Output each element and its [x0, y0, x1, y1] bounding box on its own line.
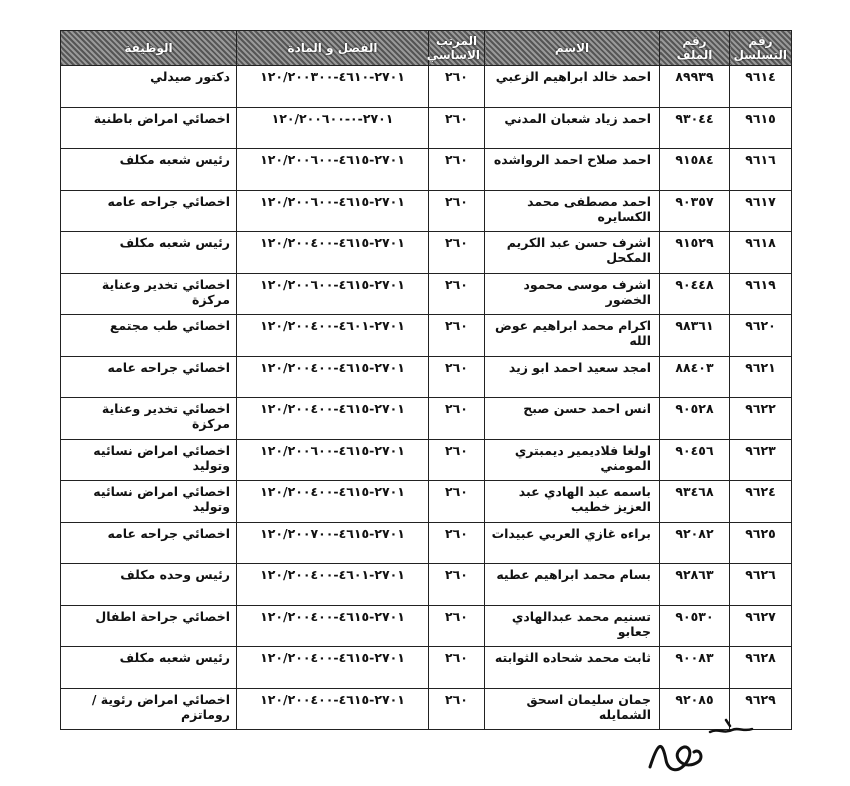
cell-seq: ٩٦٢٧	[730, 605, 792, 647]
cell-file-number: ٩١٥٨٤	[660, 149, 730, 191]
cell-account: ٢٧٠١-٤٦١٥-١٢٠/٢٠٠٧٠٠	[237, 522, 429, 564]
cell-seq: ٩٦٢٣	[730, 439, 792, 481]
cell-seq: ٩٦١٧	[730, 190, 792, 232]
cell-file-number: ٩٢٠٨٥	[660, 688, 730, 730]
cell-account: ٢٧٠١-٤٦١٥-١٢٠/٢٠٠٤٠٠	[237, 232, 429, 274]
cell-title: دكتور صيدلي	[61, 66, 237, 108]
cell-grade: ٢٦٠	[429, 356, 485, 398]
cell-file-number: ٩٢٨٦٣	[660, 564, 730, 606]
cell-name: ثابت محمد شحاده الثوابته	[485, 647, 660, 689]
cell-grade: ٢٦٠	[429, 149, 485, 191]
cell-account: ٢٧٠١-٤٦١٥-١٢٠/٢٠٠٦٠٠	[237, 190, 429, 232]
cell-name: بسام محمد ابراهيم عطيه	[485, 564, 660, 606]
table-row	[61, 232, 792, 274]
cell-grade: ٢٦٠	[429, 647, 485, 689]
cell-account: ٢٧٠١-٤٦١٠-١٢٠/٢٠٠٣٠٠	[237, 66, 429, 108]
cell-account: ٢٧٠١-٤٦٠١-١٢٠/٢٠٠٤٠٠	[237, 315, 429, 357]
table-row	[61, 356, 792, 398]
table-row	[61, 107, 792, 149]
cell-seq: ٩٦١٩	[730, 273, 792, 315]
cell-grade: ٢٦٠	[429, 273, 485, 315]
cell-seq: ٩٦٢٠	[730, 315, 792, 357]
cell-name: اكرام محمد ابراهيم عوض الله	[485, 315, 660, 357]
cell-title: اخصائي تخدير وعناية مركزة	[61, 398, 237, 440]
cell-file-number: ٨٨٤٠٣	[660, 356, 730, 398]
table-row	[61, 273, 792, 315]
cell-title: اخصائي طب مجتمع	[61, 315, 237, 357]
cell-title: اخصائي امراض نسائيه وتوليد	[61, 481, 237, 523]
cell-title: اخصائي امراض باطنية	[61, 107, 237, 149]
cell-name: باسمه عبد الهادي عبد العزيز خطيب	[485, 481, 660, 523]
cell-name: احمد زياد شعبان المدني	[485, 107, 660, 149]
cell-file-number: ٩٠٣٥٧	[660, 190, 730, 232]
cell-grade: ٢٦٠	[429, 564, 485, 606]
table-row	[61, 149, 792, 191]
cell-account: ٢٧٠١-٠-١٢٠/٢٠٠٦٠٠	[237, 107, 429, 149]
cell-account: ٢٧٠١-٤٦١٥-١٢٠/٢٠٠٤٠٠	[237, 688, 429, 730]
cell-name: اشرف حسن عبد الكريم المكحل	[485, 232, 660, 274]
cell-title: رئيس وحده مكلف	[61, 564, 237, 606]
cell-name: احمد صلاح احمد الرواشده	[485, 149, 660, 191]
table-row	[61, 605, 792, 647]
cell-file-number: ٩٣٤٦٨	[660, 481, 730, 523]
cell-file-number: ٩٠٤٥٦	[660, 439, 730, 481]
cell-seq: ٩٦١٤	[730, 66, 792, 108]
table-body	[61, 66, 792, 730]
table-row	[61, 66, 792, 108]
table-row	[61, 522, 792, 564]
cell-account: ٢٧٠١-٤٦١٥-١٢٠/٢٠٠٤٠٠	[237, 356, 429, 398]
cell-account: ٢٧٠١-٤٦٠١-١٢٠/٢٠٠٤٠٠	[237, 564, 429, 606]
header-account: الفصل و المادة	[237, 31, 429, 66]
cell-file-number: ٩٨٣٦١	[660, 315, 730, 357]
table-row	[61, 647, 792, 689]
cell-account: ٢٧٠١-٤٦١٥-١٢٠/٢٠٠٤٠٠	[237, 398, 429, 440]
cell-seq: ٩٦٢٦	[730, 564, 792, 606]
cell-seq: ٩٦١٨	[730, 232, 792, 274]
cell-account: ٢٧٠١-٤٦١٥-١٢٠/٢٠٠٤٠٠	[237, 647, 429, 689]
cell-file-number: ٩٠٥٢٨	[660, 398, 730, 440]
table-row	[61, 564, 792, 606]
cell-grade: ٢٦٠	[429, 315, 485, 357]
cell-grade: ٢٦٠	[429, 605, 485, 647]
cell-name: انس احمد حسن صبح	[485, 398, 660, 440]
cell-seq: ٩٦٢٤	[730, 481, 792, 523]
table-row	[61, 398, 792, 440]
cell-name: احمد مصطفى محمد الكسايره	[485, 190, 660, 232]
cell-account: ٢٧٠١-٤٦١٥-١٢٠/٢٠٠٦٠٠	[237, 439, 429, 481]
handwritten-signature	[640, 712, 760, 782]
document-sheet	[60, 30, 791, 730]
cell-account: ٢٧٠١-٤٦١٥-١٢٠/٢٠٠٦٠٠	[237, 273, 429, 315]
table-header-row	[61, 31, 792, 66]
cell-seq: ٩٦٢٨	[730, 647, 792, 689]
cell-title: اخصائي جراحه عامه	[61, 522, 237, 564]
cell-file-number: ٩٠٥٣٠	[660, 605, 730, 647]
cell-file-number: ٩٣٠٤٤	[660, 107, 730, 149]
cell-grade: ٢٦٠	[429, 439, 485, 481]
cell-grade: ٢٦٠	[429, 232, 485, 274]
employee-table	[60, 30, 792, 730]
cell-title: اخصائي امراض رئوية /روماتزم	[61, 688, 237, 730]
cell-title: رئيس شعبه مكلف	[61, 149, 237, 191]
header-name: الاسم	[485, 31, 660, 66]
cell-name: براءه غازي العربي عبيدات	[485, 522, 660, 564]
cell-title: اخصائي تخدير وعناية مركزة	[61, 273, 237, 315]
cell-seq: ٩٦٢٩	[730, 688, 792, 730]
cell-title: اخصائي جراحه عامه	[61, 356, 237, 398]
table-row	[61, 481, 792, 523]
header-seq: رقم التسلسل	[730, 31, 792, 66]
cell-account: ٢٧٠١-٤٦١٥-١٢٠/٢٠٠٤٠٠	[237, 605, 429, 647]
cell-seq: ٩٦٢١	[730, 356, 792, 398]
cell-seq: ٩٦٢٥	[730, 522, 792, 564]
cell-grade: ٢٦٠	[429, 190, 485, 232]
cell-file-number: ٨٩٩٣٩	[660, 66, 730, 108]
cell-file-number: ٩٠٤٤٨	[660, 273, 730, 315]
cell-name: احمد خالد ابراهيم الزعبي	[485, 66, 660, 108]
cell-account: ٢٧٠١-٤٦١٥-١٢٠/٢٠٠٤٠٠	[237, 481, 429, 523]
cell-account: ٢٧٠١-٤٦١٥-١٢٠/٢٠٠٦٠٠	[237, 149, 429, 191]
cell-grade: ٢٦٠	[429, 107, 485, 149]
cell-seq: ٩٦١٥	[730, 107, 792, 149]
table-row	[61, 315, 792, 357]
cell-grade: ٢٦٠	[429, 66, 485, 108]
header-title: الوظيفة	[61, 31, 237, 66]
cell-file-number: ٩١٥٢٩	[660, 232, 730, 274]
cell-grade: ٢٦٠	[429, 481, 485, 523]
cell-grade: ٢٦٠	[429, 398, 485, 440]
header-grade: المرتب الاساسي	[429, 31, 485, 66]
header-file-number: رقم الملف	[660, 31, 730, 66]
cell-title: رئيس شعبه مكلف	[61, 647, 237, 689]
cell-name: تسنيم محمد عبدالهادي جعابو	[485, 605, 660, 647]
cell-seq: ٩٦١٦	[730, 149, 792, 191]
cell-name: جمان سليمان اسحق الشمايله	[485, 688, 660, 730]
cell-grade: ٢٦٠	[429, 688, 485, 730]
cell-name: اشرف موسى محمود الخضور	[485, 273, 660, 315]
cell-title: اخصائي جراحه عامه	[61, 190, 237, 232]
table-row	[61, 439, 792, 481]
table-row	[61, 190, 792, 232]
cell-seq: ٩٦٢٢	[730, 398, 792, 440]
cell-title: رئيس شعبه مكلف	[61, 232, 237, 274]
cell-file-number: ٩٠٠٨٣	[660, 647, 730, 689]
cell-name: امجد سعيد احمد ابو زيد	[485, 356, 660, 398]
cell-file-number: ٩٢٠٨٢	[660, 522, 730, 564]
cell-grade: ٢٦٠	[429, 522, 485, 564]
cell-name: اولغا فلاديمير ديمبتري المومني	[485, 439, 660, 481]
cell-title: اخصائي جراحة اطفال	[61, 605, 237, 647]
cell-title: اخصائي امراض نسائيه وتوليد	[61, 439, 237, 481]
